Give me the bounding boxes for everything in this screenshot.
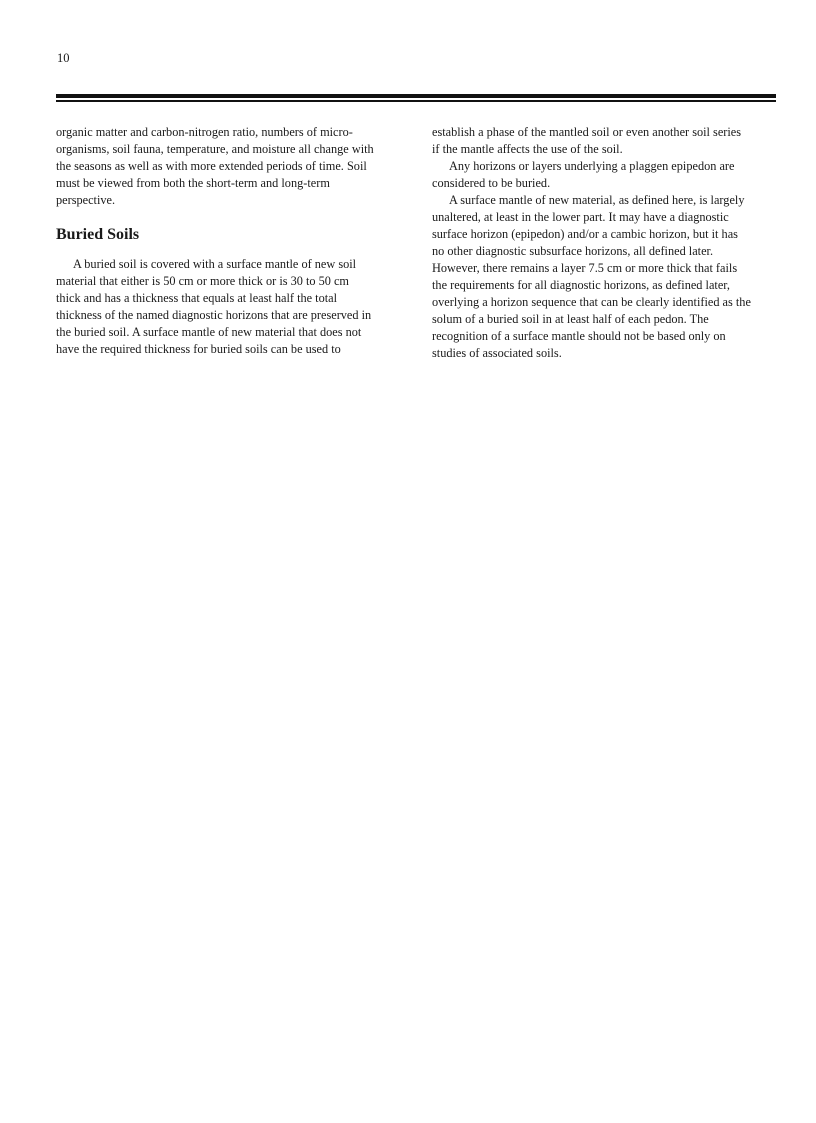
paragraph-surface-mantle — [432, 192, 778, 362]
text-line: thick and has a thickness that equals at least half the total — [56, 291, 338, 305]
text-line: overlying a horizon sequence that can be clearly identified as the — [432, 295, 751, 309]
text-line: A surface mantle of new material, as defined here, is largely — [449, 193, 745, 207]
text-line: must be viewed from both the short-term and long-term — [56, 176, 330, 190]
text-line: recognition of a surface mantle should not be based only on — [432, 329, 726, 343]
paragraph-buried-soil-definition — [56, 256, 402, 358]
page-number: 10 — [57, 51, 70, 65]
text-line: unaltered, at least in the lower part. It may have a diagnostic — [432, 210, 729, 224]
right-column — [432, 124, 778, 362]
paragraph-continued-right — [432, 124, 778, 158]
text-line: surface horizon (epipedon) and/or a cambic horizon, but it has — [432, 227, 738, 241]
text-line: establish a phase of the mantled soil or even another soil series — [432, 125, 742, 139]
text-line: organic matter and carbon-nitrogen ratio, numbers of micro- — [56, 125, 353, 139]
paragraph-continued — [56, 124, 402, 209]
text-line: material that either is 50 cm or more thick or is 30 to 50 cm — [56, 274, 349, 288]
text-line: if the mantle affects the use of the soil. — [432, 142, 623, 156]
text-line: thickness of the named diagnostic horizons that are preserved in — [56, 308, 372, 322]
text-line: A buried soil is covered with a surface mantle of new soil — [73, 257, 357, 271]
text-line: the seasons as well as with more extended periods of time. Soil — [56, 159, 367, 173]
header-rule-thick — [56, 94, 776, 98]
text-line: perspective. — [56, 193, 116, 207]
text-line: studies of associated soils. — [432, 346, 562, 360]
text-line: have the required thickness for buried soils can be used to — [56, 342, 341, 356]
text-line: solum of a buried soil in at least half of each pedon. The — [432, 312, 709, 326]
text-line: considered to be buried. — [432, 176, 551, 190]
section-heading-buried-soils: Buried Soils — [56, 226, 140, 243]
paragraph-plaggen — [432, 158, 778, 192]
header-rule-thin — [56, 100, 776, 102]
left-column — [56, 124, 402, 358]
text-line: no other diagnostic subsurface horizons, all defined later. — [432, 244, 714, 258]
text-line: the buried soil. A surface mantle of new material that does not — [56, 325, 362, 339]
text-line: organisms, soil fauna, temperature, and moisture all change with — [56, 142, 374, 156]
text-line: However, there remains a layer 7.5 cm or more thick that fails — [432, 261, 738, 275]
text-line: the requirements for all diagnostic horizons, as defined later, — [432, 278, 730, 292]
text-line: Any horizons or layers underlying a plaggen epipedon are — [449, 159, 735, 173]
